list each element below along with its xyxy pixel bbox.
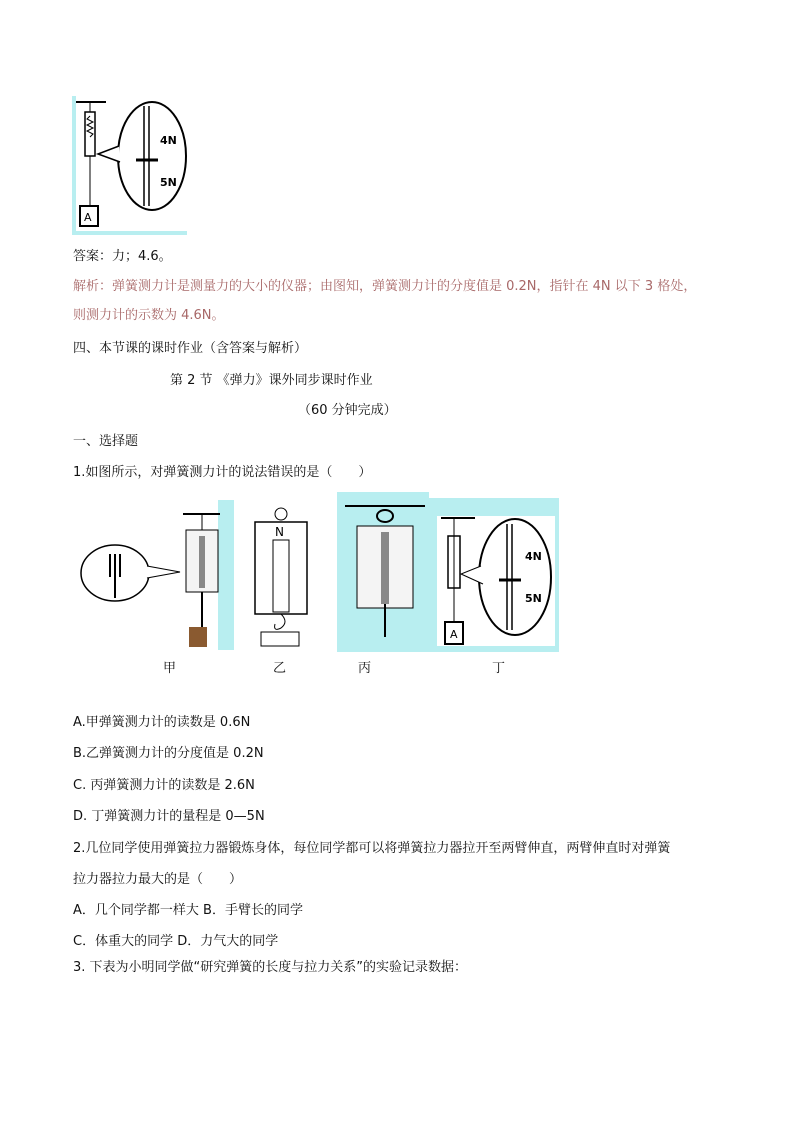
spring-scale-figure-top [72, 96, 190, 238]
q2-options-ab: A．几个同学都一样大 B．手臂长的同学 [73, 903, 303, 918]
section-heading: 四、本节课的课时作业（含答案与解析） [73, 341, 308, 356]
question-2-line-2: 拉力器拉力最大的是（ ） [73, 872, 243, 887]
analysis-line-2: 则测力计的示数为 4.6N。 [73, 308, 225, 323]
figure-label-ding: 丁 [492, 661, 506, 676]
answer-text: 答案：力；4.6。 [73, 249, 172, 264]
svg-text:5N: 5N [525, 592, 542, 605]
question-1: 1.如图所示，对弹簧测力计的说法错误的是（ ） [73, 465, 372, 480]
svg-text:4N: 4N [160, 134, 177, 147]
svg-text:N: N [275, 525, 284, 539]
q2-options-cd: C．体重大的同学 D．力气大的同学 [73, 934, 279, 949]
svg-text:A: A [450, 628, 458, 641]
figure-label-jia: 甲 [163, 661, 177, 676]
q1-option-c: C. 丙弹簧测力计的读数是 2.6N [73, 778, 255, 793]
q1-option-d: D. 丁弹簧测力计的量程是 0—5N [73, 809, 265, 824]
block-label: A [84, 211, 92, 224]
q1-option-a: A.甲弹簧测力计的读数是 0.6N [73, 715, 251, 730]
svg-text:4N: 4N [525, 550, 542, 563]
question-1-figure [75, 492, 565, 657]
q1-option-b: B.乙弹簧测力计的分度值是 0.2N [73, 746, 264, 761]
svg-text:5N: 5N [160, 176, 177, 189]
analysis-line-1: 解析：弹簧测力计是测量力的大小的仪器；由图知，弹簧测力计的分度值是 0.2N，指针在 4N 以下 3 格处， [73, 279, 697, 294]
homework-time: （60 分钟完成） [298, 403, 397, 418]
figure-label-bing: 丙 [358, 661, 372, 676]
question-3: 3. 下表为小明同学做“研究弹簧的长度与拉力关系”的实验记录数据： [73, 960, 468, 975]
homework-title: 第 2 节 《弹力》课外同步课时作业 [170, 373, 373, 388]
question-2-line-1: 2.几位同学使用弹簧拉力器锻炼身体，每位同学都可以将弹簧拉力器拉开至两臂伸直，两臂伸直时对弹簧 [73, 841, 671, 856]
part-heading: 一、选择题 [73, 434, 139, 449]
figure-label-yi: 乙 [273, 661, 287, 676]
